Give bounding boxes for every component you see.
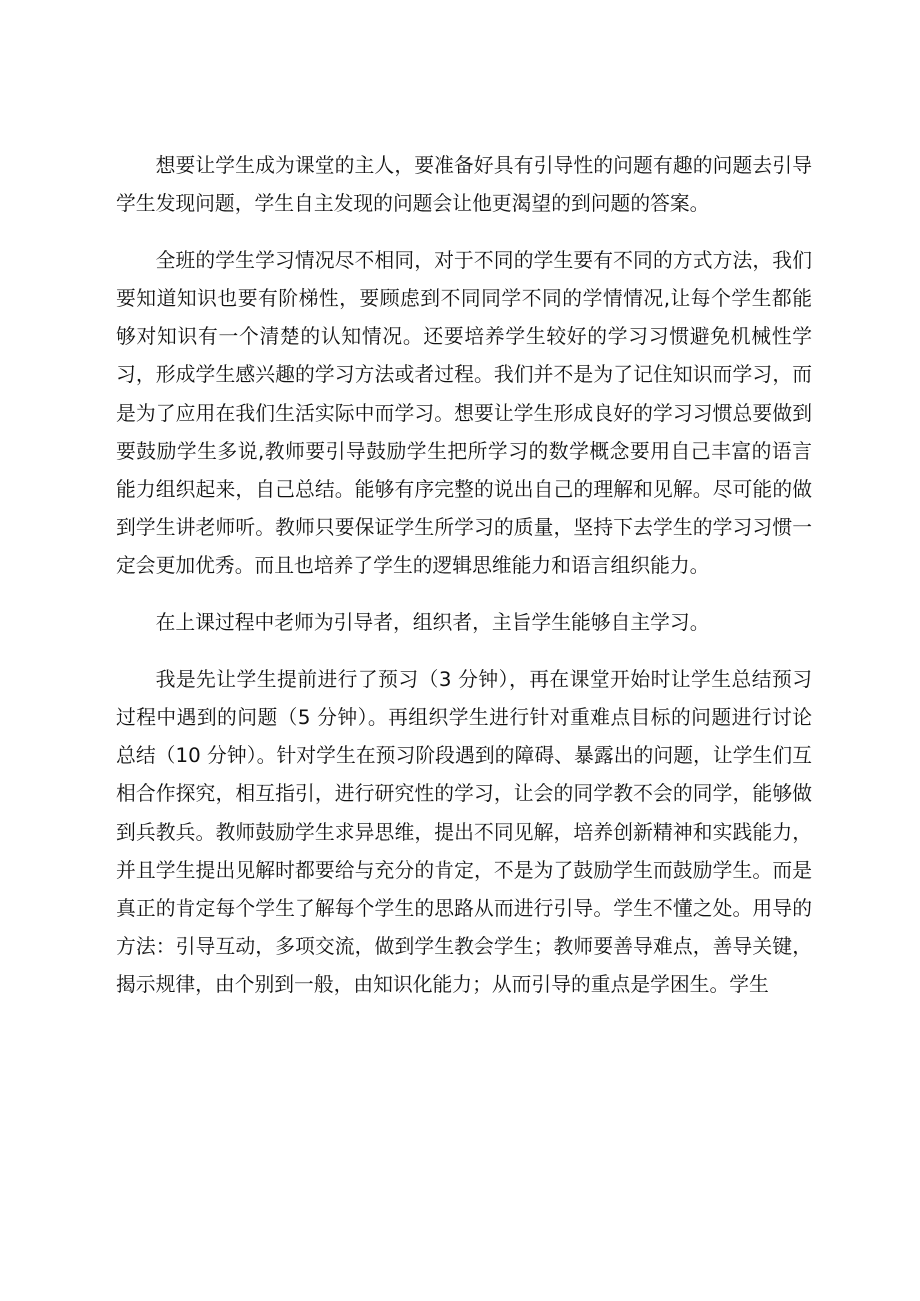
paragraph-1: 想要让学生成为课堂的主人，要准备好具有引导性的问题有趣的问题去引导学生发现问题，学生自主发现的问题会让他更渴望的到问题的答案。 [116,154,812,216]
document-page [116,147,812,1004]
paragraph-4: 我是先让学生提前进行了预习（3 分钟），再在课堂开始时让学生总结预习过程中遇到的问题（5 分钟）。再组织学生进行针对重难点目标的问题进行讨论总结（10 分钟）。针对学生在预习阶段遇到的障碍、暴露出的问题，让学生们互相合作探究，相互指引，进行研究性的学习，让会的同学教不会的同学，能够做到兵教兵。教师鼓励学生求异思维，提出不同见解，培养创新精神和实践能力，并且学生提出见解时都要给与充分的肯定，不是为了鼓励学生而鼓励学生。而是真正的肯定每个学生了解每个学生的思路从而进行引导。学生不懂之处。用导的方法：引导互动，多项交流，做到学生教会学生；教师要善导难点，善导关键，揭示规律，由个别到一般，由知识化能力；从而引导的重点是学困生。学生 [116,668,812,996]
paragraph-spacer [116,585,812,604]
paragraph-spacer [116,223,812,242]
paragraph-3: 在上课过程中老师为引导者，组织者，主旨学生能够自主学习。 [155,611,710,635]
paragraph-2: 全班的学生学习情况尽不相同，对于不同的学生要有不同的方式方法，我们要知道知识也要有阶梯性，要顾虑到不同同学不同的学情情况,让每个学生都能够对知识有一个清楚的认知情况。还要培养学生较好的学习习惯避免机械性学习，形成学生感兴趣的学习方法或者过程。我们并不是为了记住知识而学习，而是为了应用在我们生活实际中而学习。想要让学生形成良好的学习习惯总要做到要鼓励学生多说,教师要引导鼓励学生把所学习的数学概念要用自己丰富的语言能力组织起来，自己总结。能够有序完整的说出自己的理解和见解。尽可能的做到学生讲老师听。教师只要保证学生所学习的质量，坚持下去学生的学习习惯一定会更加优秀。而且也培养了学生的逻辑思维能力和语言组织能力。 [116,249,812,577]
paragraph-spacer [116,642,812,661]
